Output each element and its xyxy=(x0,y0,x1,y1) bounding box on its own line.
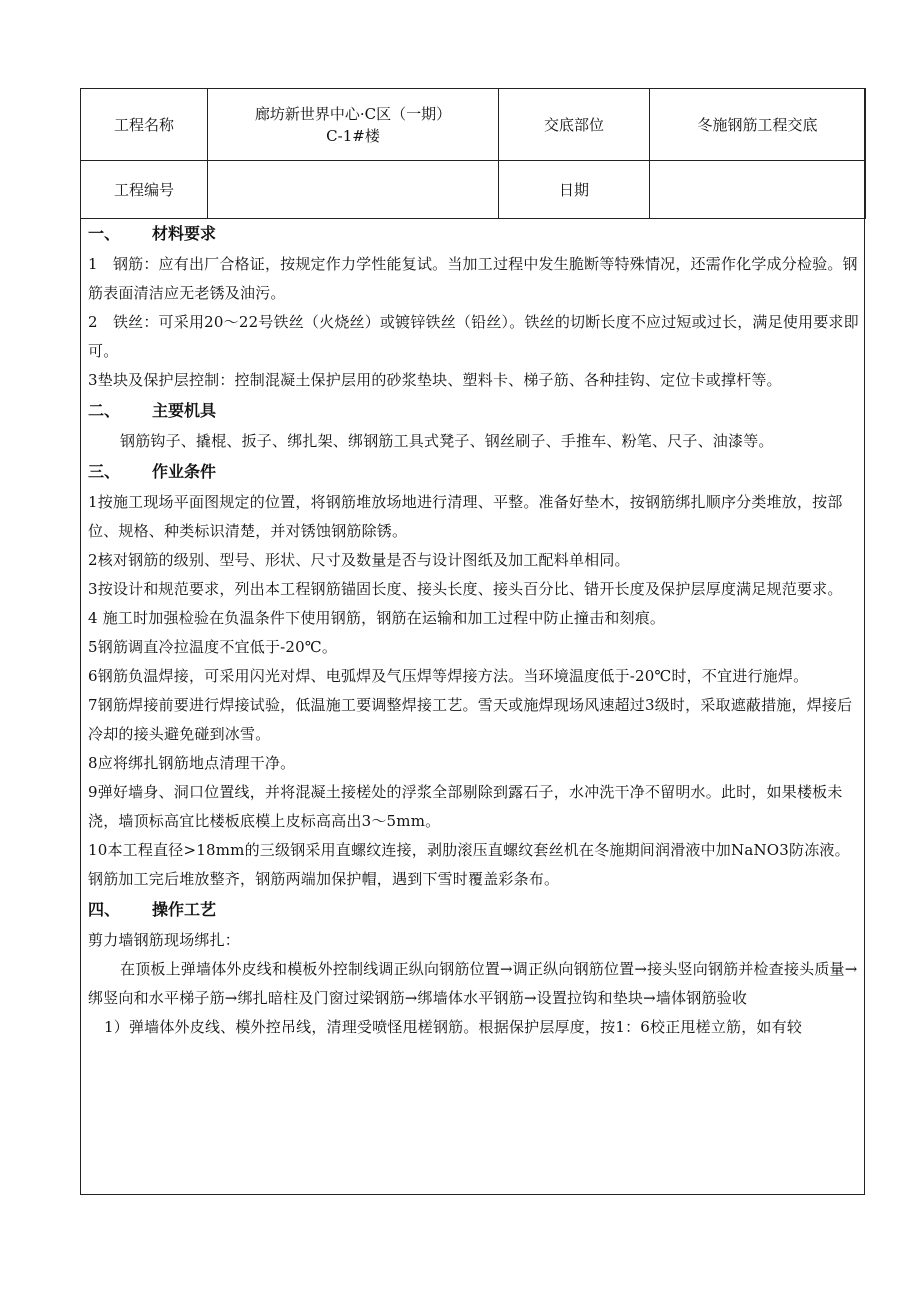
section-title: 操作工艺 xyxy=(152,900,217,919)
section-title: 材料要求 xyxy=(152,224,217,243)
date-value xyxy=(650,161,866,219)
section-number: 四、 xyxy=(88,900,121,919)
paragraph: 8应将绑扎钢筋地点清理干净。 xyxy=(88,754,296,772)
project-name-label: 工程名称 xyxy=(81,89,208,161)
section-heading-materials xyxy=(88,218,860,250)
section-title: 作业条件 xyxy=(152,462,217,481)
section-number: 三、 xyxy=(88,462,121,481)
subsection-title: 剪力墙钢筋现场绑扎： xyxy=(88,931,241,949)
paragraph: 5钢筋调直冷拉温度不宜低于-20℃。 xyxy=(88,638,338,656)
paragraph: 3垫块及保护层控制：控制混凝土保护层用的砂浆垫块、塑料卡、梯子筋、各种挂钩、定位卡或撑杆等。 xyxy=(88,371,782,389)
section-number: 二、 xyxy=(88,401,121,420)
paragraph: 1按施工现场平面图规定的位置，将钢筋堆放场地进行清理、平整。准备好垫木，按钢筋绑扎顺序分类堆放，按部位、规格、种类标识清楚，并对锈蚀钢筋除锈。 xyxy=(88,493,843,540)
paragraph: 1 钢筋：应有出厂合格证，按规定作力学性能复试。当加工过程中发生脆断等特殊情况，还需作化学成分检验。钢筋表面清洁应无老锈及油污。 xyxy=(88,255,858,302)
paragraph: 6钢筋负温焊接，可采用闪光对焊、电弧焊及气压焊等焊接方法。当环境温度低于-20℃时，不宜进行施焊。 xyxy=(88,667,809,685)
paragraph: 钢筋加工完后堆放整齐，钢筋两端加保护帽，遇到下雪时覆盖彩条布。 xyxy=(88,870,560,888)
paragraph: 9弹好墙身、洞口位置线，并将混凝土接槎处的浮浆全部剔除到露石子，水冲洗干净不留明水。此时，如果楼板未浇，墙顶标高宜比楼板底模上皮标高高出3～5mm。 xyxy=(88,783,843,830)
paragraph: 1）弹墙体外皮线、模外控吊线，清理受喷怪甩槎钢筋。根据保护层厚度，按1：6校正甩槎立筋，如有较 xyxy=(104,1018,803,1036)
paragraph: 7钢筋焊接前要进行焊接试验，低温施工要调整焊接工艺。雪天或施焊现场风速超过3级时，采取遮蔽措施，焊接后冷却的接头避免碰到冰雪。 xyxy=(88,696,853,743)
paragraph: 10本工程直径>18mm的三级钢采用直螺纹连接，剥肋滚压直螺纹套丝机在冬施期间润滑液中加NaNO3防冻液。 xyxy=(88,841,850,859)
project-no-value xyxy=(208,161,499,219)
process-flow: 在顶板上弹墙体外皮线和模板外控制线调正纵向钢筋位置→调正纵向钢筋位置→接头竖向钢筋并检查接头质量→绑竖向和水平梯子筋→绑扎暗柱及门窗过梁钢筋→绑墙体水平钢筋→设置拉钩和垫块→墙体钢筋验收 xyxy=(88,960,858,1007)
section-title: 主要机具 xyxy=(152,401,217,420)
project-name-value xyxy=(208,89,499,161)
paragraph: 2核对钢筋的级别、型号、形状、尺寸及数量是否与设计图纸及加工配料单相同。 xyxy=(88,551,630,569)
header-table xyxy=(80,88,866,219)
project-name-line1: 廊坊新世界中心·C区（一期） xyxy=(254,104,452,123)
section-heading-conditions xyxy=(88,456,860,488)
date-label: 日期 xyxy=(499,161,650,219)
disclosure-part-label: 交底部位 xyxy=(499,89,650,161)
document-body xyxy=(88,218,860,1042)
project-no-label: 工程编号 xyxy=(81,161,208,219)
paragraph: 钢筋钩子、撬棍、扳子、绑扎架、绑钢筋工具式凳子、钢丝刷子、手推车、粉笔、尺子、油漆等。 xyxy=(120,432,774,450)
paragraph: 2 铁丝：可采用20～22号铁丝（火烧丝）或镀锌铁丝（铅丝）。铁丝的切断长度不应过短或过长，满足使用要求即可。 xyxy=(88,313,859,360)
paragraph: 4 施工时加强检验在负温条件下使用钢筋，钢筋在运输和加工过程中防止撞击和刻痕。 xyxy=(88,609,666,627)
section-heading-tools xyxy=(88,395,860,427)
paragraph: 3按设计和规范要求，列出本工程钢筋锚固长度、接头长度、接头百分比、错开长度及保护层厚度满足规范要求。 xyxy=(88,580,843,598)
project-name-line2: C-1#楼 xyxy=(326,126,380,145)
disclosure-part-value: 冬施钢筋工程交底 xyxy=(650,89,866,161)
section-number: 一、 xyxy=(88,224,121,243)
section-heading-process xyxy=(88,894,860,926)
